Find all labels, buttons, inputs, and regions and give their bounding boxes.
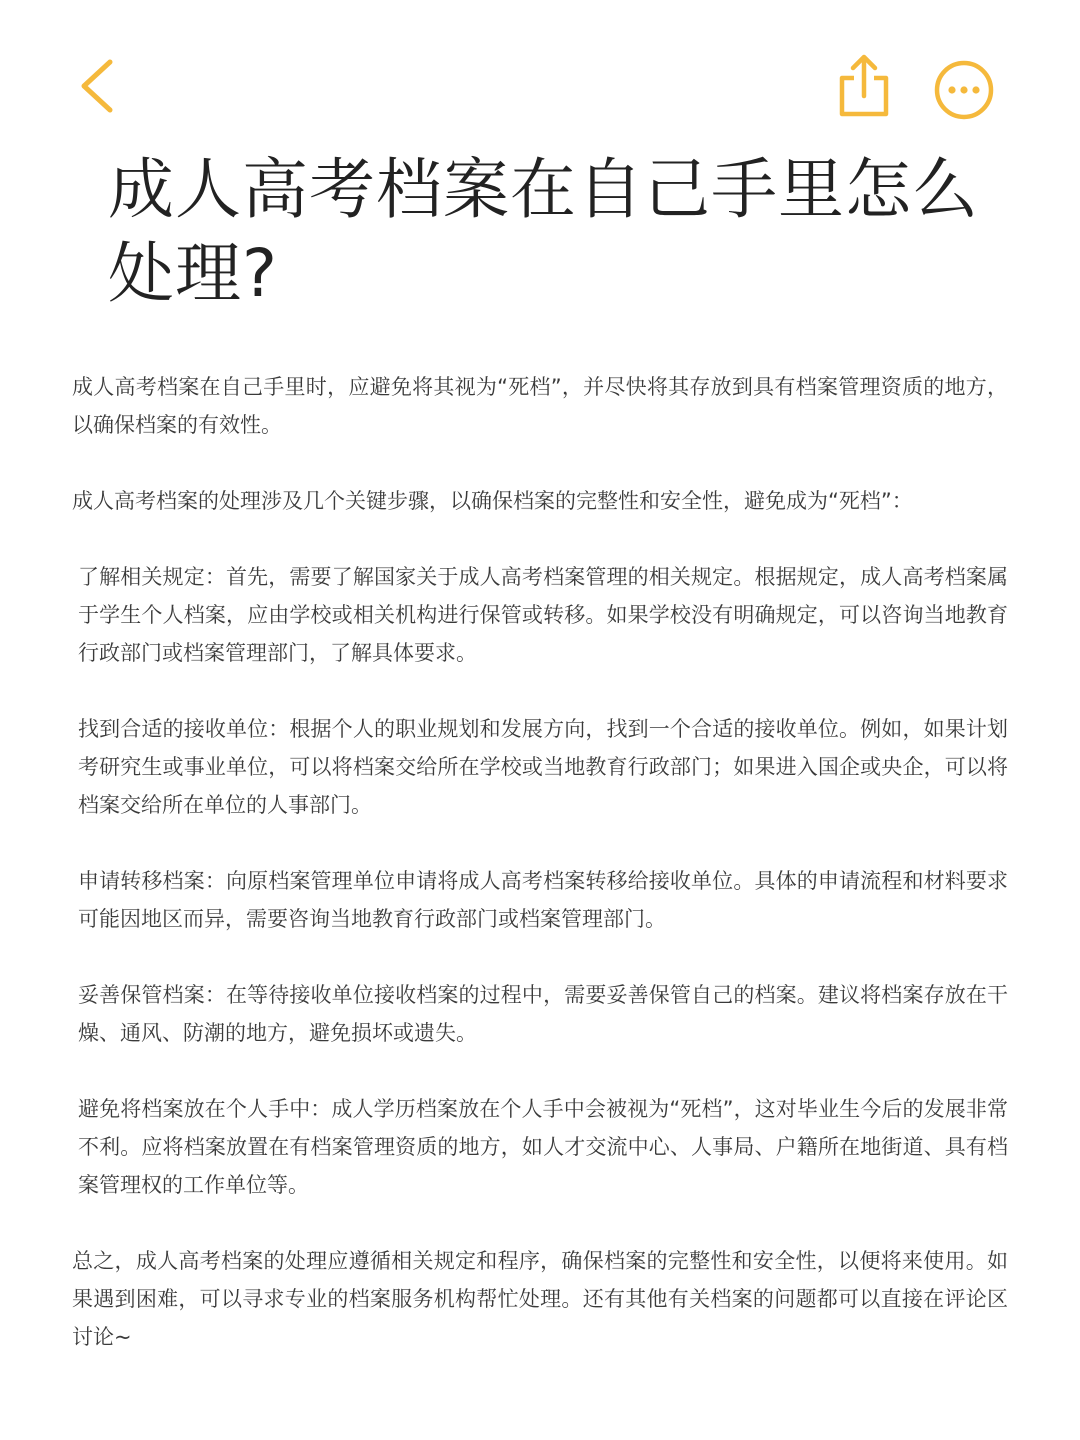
more-horizontal-icon[interactable] <box>932 58 996 122</box>
article-paragraph: 成人高考档案的处理涉及几个关键步骤，以确保档案的完整性和安全性，避免成为“死档”： <box>72 489 913 513</box>
article-title: 成人高考档案在自己手里怎么处理? <box>108 151 979 312</box>
article-paragraph: 了解相关规定：首先，需要了解国家关于成人高考档案管理的相关规定。根据规定，成人高考档案属于学生个人档案，应由学校或相关机构进行保管或转移。如果学校没有明确规定，可以咨询当地教育行政部门或档案管理部门，了解具体要求。 <box>78 565 1008 665</box>
article-paragraph: 成人高考档案在自己手里时，应避免将其视为“死档”，并尽快将其存放到具有档案管理资质的地方，以确保档案的有效性。 <box>72 375 1008 437</box>
article-paragraph: 找到合适的接收单位：根据个人的职业规划和发展方向，找到一个合适的接收单位。例如，如果计划考研究生或事业单位，可以将档案交给所在学校或当地教育行政部门；如果进入国企或央企，可以将档案交给所在单位的人事部门。 <box>78 717 1008 817</box>
article-body <box>72 368 1008 1394</box>
article-paragraph: 避免将档案放在个人手中：成人学历档案放在个人手中会被视为“死档”，这对毕业生今后的发展非常不利。应将档案放置在有档案管理资质的地方，如人才交流中心、人事局、户籍所在地街道、具有档案管理权的工作单位等。 <box>78 1097 1008 1197</box>
top-navigation-bar <box>0 0 1080 140</box>
article-paragraph: 申请转移档案：向原档案管理单位申请将成人高考档案转移给接收单位。具体的申请流程和材料要求可能因地区而异，需要咨询当地教育行政部门或档案管理部门。 <box>78 869 1008 931</box>
article-paragraph: 妥善保管档案：在等待接收单位接收档案的过程中，需要妥善保管自己的档案。建议将档案存放在干燥、通风、防潮的地方，避免损坏或遗失。 <box>78 983 1008 1045</box>
share-icon[interactable] <box>834 52 894 120</box>
article-paragraph: 总之，成人高考档案的处理应遵循相关规定和程序，确保档案的完整性和安全性，以便将来使用。如果遇到困难，可以寻求专业的档案服务机构帮忙处理。还有其他有关档案的问题都可以直接在评论区讨论~ <box>72 1249 1008 1349</box>
chevron-left-icon[interactable] <box>74 56 122 116</box>
